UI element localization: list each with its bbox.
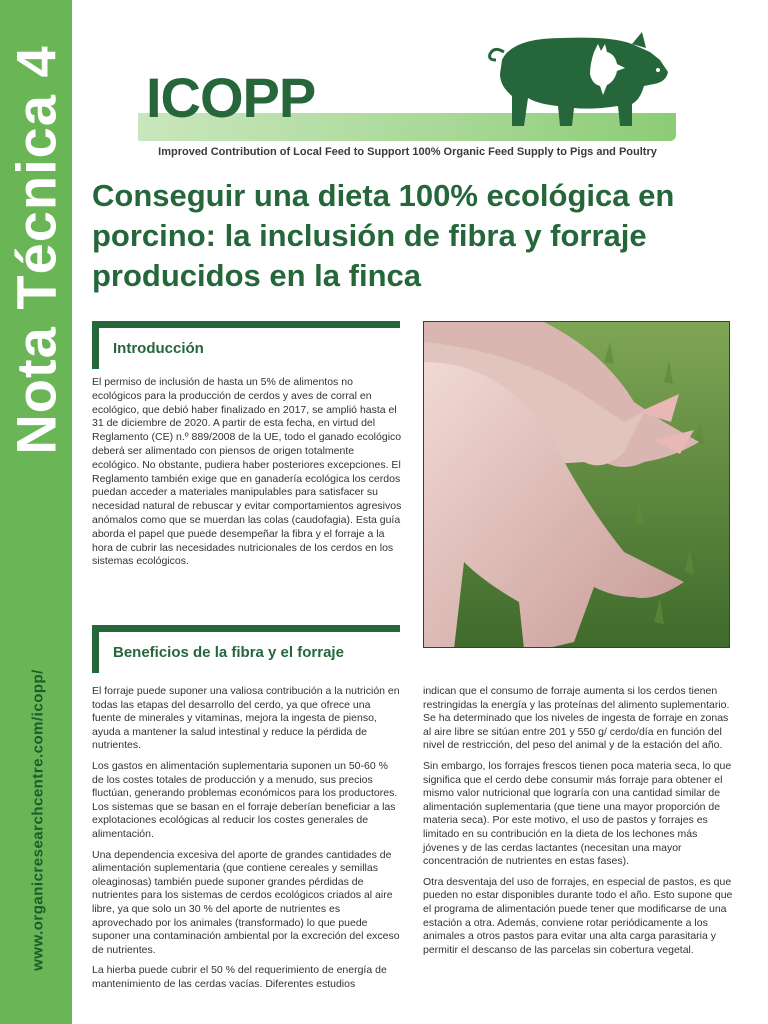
sidebar-url[interactable]: www.organicresearchcentre.com/icopp/ — [29, 669, 47, 971]
pigs-grazing-photo — [423, 321, 730, 648]
benefits-paragraph: Una dependencia excesiva del aporte de grandes cantidades de alimentación suplementaria (que contiene cereales y semillas oleaginosas) también puede suponer grandes pérdidas de nutrientes para los sistemas de cerdos ecológicos criados al aire libre, ya que solo un 30 % del aporte de nutrientes es aprovechado por los animales (transformado) lo que puede suponer una contaminación ambiental por la excreción del exceso de nutrientes. — [92, 848, 400, 956]
benefits-heading: Beneficios de la fibra y el forraje — [113, 644, 344, 661]
benefits-paragraph: indican que el consumo de forraje aumenta si los cerdos tienen restringidas la energía y las proteínas del alimento suplementario. Se ha determinado que los niveles de ingesta de forraje en zonas al aire libre se sitúan entre 201 y 550 g/ cerdo/día en función del nivel de restricción, del peso del animal y de la estación del año. — [423, 685, 730, 752]
intro-heading: Introducción — [113, 340, 204, 357]
page-title: Conseguir una dieta 100% ecológica en porcino: la inclusión de fibra y forraje producidos en la finca — [92, 178, 675, 293]
benefits-paragraph: La hierba puede cubrir el 50 % del requerimiento de energía de mantenimiento de las cerdas vacías. Diferentes estudios — [92, 964, 387, 990]
benefits-paragraph: Los gastos en alimentación suplementaria suponen un 50-60 % de los costes totales de producción y a menudo, sus precios fluctúan, generando problemas económicos para los productores. Los sistemas que se basan en el forraje deberían beneficiar a las explotaciones ecológicas al reducir los costes generales de alimentación. — [92, 759, 398, 840]
benefits-heading-box — [92, 625, 400, 673]
intro-heading-box — [92, 321, 400, 369]
logo-wordmark: ICOPP — [146, 66, 316, 129]
benefits-paragraph: Sin embargo, los forrajes frescos tienen poca materia seca, lo que significa que el cerdo debe consumir más forraje para obtener el mismo valor nutricional que lograría con una cantidad similar de alimentación suplementaria (que tiene una mayor proporción de materia seca). Por este motivo, el uso de pastos y forrajes es limitado en su contribución en la dieta de los lechones más jóvenes y de las cerdas lactantes (necesitan una mayor concentración de nutrientes en estas fases). — [423, 759, 732, 868]
intro-paragraph: El permiso de inclusión de hasta un 5% de alimentos no ecológicos para la producción de cerdos y aves de corral en ecológico, que debió haber finalizado en 2017, se amplió hasta el 31 de diciembre de 2020. A partir de esta fecha, en virtud del Reglamento (CE) n.º 889/2008 de la UE, todo el ganado ecológico deberá ser alimentado con piensos de origen totalmente ecológico. No obstante, pudiera haber posteriores excepciones. El Reglamento también exige que en ganadería ecológica los cerdos puedan acceder a materiales manipulables para satisfacer su necesidad natural de rebuscar y evitar comportamientos agresivos anómalos como que se muerdan las colas (caudofagia). Esta guía aborda el papel que puede desempeñar la fibra y el forraje a la hora de cubrir las necesidades nutricionales de los cerdos en los sistemas ecológicos. — [92, 376, 402, 568]
logo-tagline: Improved Contribution of Local Feed to Support 100% Organic Feed Supply to Pigs and Poultry — [158, 146, 657, 158]
benefits-column-1 — [92, 685, 402, 998]
benefits-paragraph: Otra desventaja del uso de forrajes, en especial de pastos, es que pueden no estar disponibles durante todo el año. Esto supone que el programa de alimentación puede tener que modificarse de una estación a otra. Además, conviene rotar periódicamente a los animales a otros pastos para evitar una alta carga parasitaria y permitir el descanso de las parcelas sin cobertura vegetal. — [423, 875, 733, 956]
sidebar — [0, 0, 72, 1024]
pig-rooster-logo-icon — [482, 30, 678, 130]
benefits-column-2 — [423, 685, 733, 964]
photo-illustration — [424, 322, 730, 648]
sidebar-title: Nota Técnica 4 — [4, 45, 68, 455]
benefits-paragraph: El forraje puede suponer una valiosa contribución a la nutrición en todas las etapas del desarrollo del cerdo, ya que ofrece una fuente de minerales y vitaminas, mejora la ingesta de pienso, ayuda a mantener la salud intestinal y reduce la pérdida de nutrientes. — [92, 685, 400, 752]
